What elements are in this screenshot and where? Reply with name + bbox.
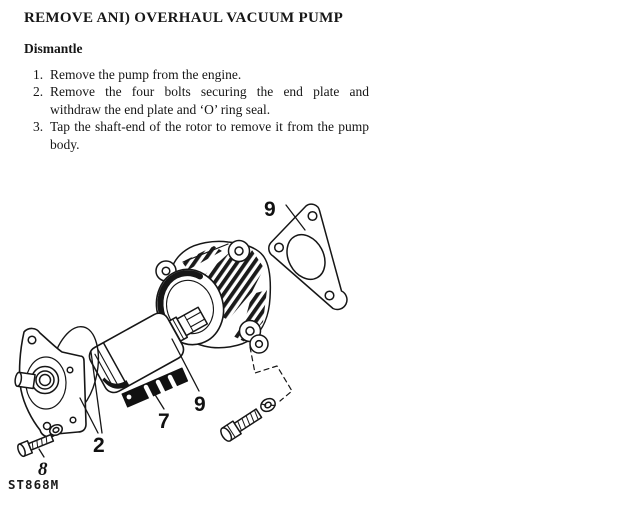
section-heading: Dismantle [24,41,83,56]
step-item [33,66,369,83]
dashed-leader [250,347,292,401]
figure-code: ST868M [8,477,60,492]
step-marker: 3. [33,119,44,135]
callout-7-vane: 7 [158,410,170,433]
callout-9-shaft: 9 [194,393,206,416]
step-text: Remove the four bolts securing the end plate and withdraw the end plate and ‘O’ ring seal. [50,84,369,117]
callout-8-bolt: 8 [38,459,48,480]
mounting-ear-top-right [229,241,250,262]
callout-9-gasket: 9 [264,198,276,221]
gasket [269,204,347,309]
step-item [33,118,369,153]
washer-right [259,396,278,414]
step-text: Tap the shaft-end of the rotor to remove it from the pump body. [50,119,369,152]
step-text: Remove the pump from the engine. [50,67,242,82]
step-marker: 2. [33,84,44,100]
bolt-washer-right [219,396,278,443]
end-plate [14,328,86,436]
step-marker: 1. [33,67,44,82]
step-item [33,83,369,118]
figure-exploded-view [0,183,400,516]
page-title: REMOVE ANI) OVERHAUL VACUUM PUMP [24,10,344,26]
dismantle-steps [33,66,369,153]
leader-8 [39,449,44,457]
callout-2-end-plate: 2 [93,434,105,457]
